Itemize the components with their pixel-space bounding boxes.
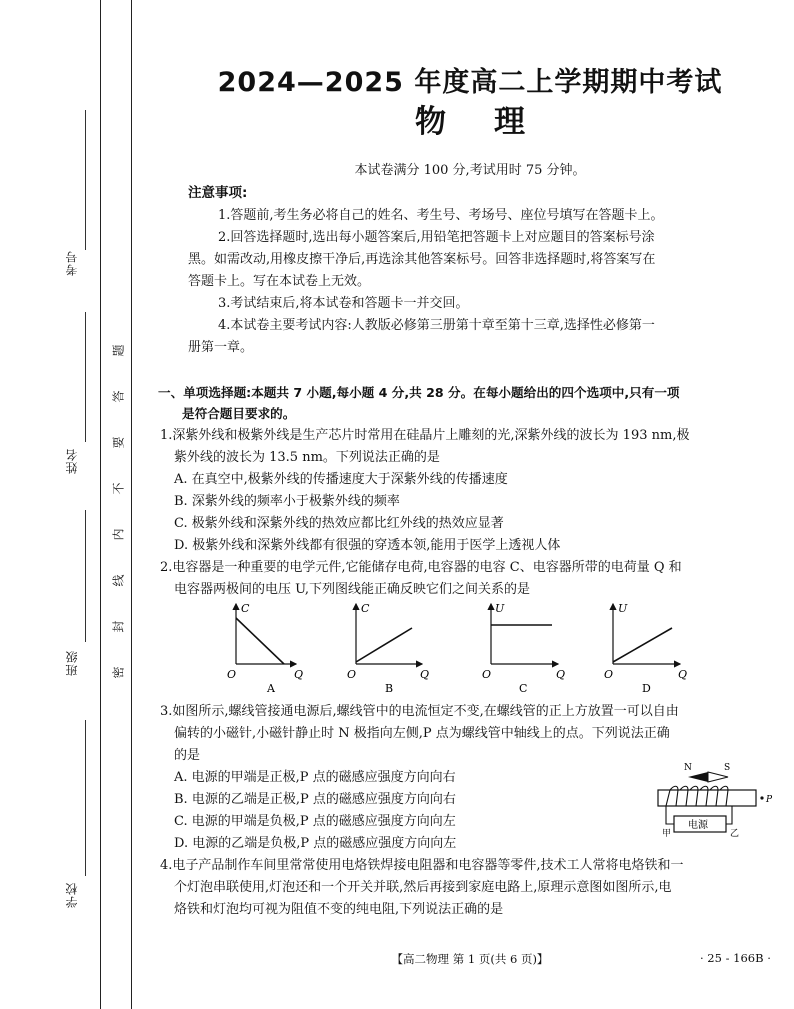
page-footer: 【高二物理 第 1 页(共 6 页)】 bbox=[391, 952, 549, 966]
graph-c-letter: C bbox=[519, 682, 528, 695]
q3-stem: 偏转的小磁针,小磁针静止时 N 极指向左侧,P 点为螺线管中轴线上的点。下列说法正确 bbox=[174, 726, 670, 741]
north-pole-label: N bbox=[684, 763, 692, 773]
seal-char: 封 bbox=[111, 620, 126, 633]
q1-stem: 1.深紫外线和极紫外线是生产芯片时常用在硅晶片上雕刻的光,深紫外线的波长为 193 nm,极 bbox=[160, 428, 690, 443]
graph-a-letter: A bbox=[267, 682, 275, 695]
class-label: 班级 bbox=[65, 650, 79, 676]
seal-char: 线 bbox=[111, 574, 126, 587]
graph-d-x-label: Q bbox=[678, 668, 688, 681]
q3-stem: 3.如图所示,螺线管接通电源后,螺线管中的电流恒定不变,在螺线管的正上方放置一可以自由 bbox=[160, 704, 679, 719]
seal-char: 题 bbox=[111, 344, 126, 357]
exam-number-blank[interactable] bbox=[85, 110, 86, 250]
graph-b-y-label: C bbox=[361, 602, 370, 615]
graph-d-letter: D bbox=[642, 682, 651, 695]
q3-option-c[interactable]: C. 电源的甲端是负极,P 点的磁感应强度方向向左 bbox=[174, 814, 456, 829]
q1-option-d[interactable]: D. 极紫外线和深紫外线都有很强的穿透本领,能用于医学上透视人体 bbox=[174, 538, 561, 553]
q3-stem: 的是 bbox=[174, 748, 201, 763]
section-heading: 是符合题目要求的。 bbox=[182, 406, 296, 421]
q3-solenoid-figure bbox=[640, 760, 780, 842]
q2-stem: 2.电容器是一种重要的电学元件,它能储存电荷,电容器的电容 C、电容器所带的电荷量 Q 和 bbox=[160, 560, 682, 575]
graph-d[interactable] bbox=[604, 602, 687, 695]
seal-char: 要 bbox=[111, 436, 126, 449]
notice-line: 3.考试结束后,将本试卷和答题卡一并交回。 bbox=[218, 296, 469, 311]
q3-option-b[interactable]: B. 电源的乙端是正极,P 点的磁感应强度方向向右 bbox=[174, 792, 456, 807]
south-pole-label: S bbox=[724, 763, 731, 773]
terminal-jia-label: 甲 bbox=[662, 829, 672, 839]
graph-a-origin: O bbox=[227, 668, 237, 681]
class-blank[interactable] bbox=[85, 510, 86, 642]
section-heading: 一、单项选择题:本题共 7 小题,每小题 4 分,共 28 分。在每小题给出的四个选项中,只有一项 bbox=[158, 385, 680, 400]
q1-option-c[interactable]: C. 极紫外线和深紫外线的热效应都比红外线的热效应显著 bbox=[174, 516, 504, 531]
graph-d-y-label: U bbox=[618, 602, 628, 615]
graph-c-y-label: U bbox=[495, 602, 505, 615]
notice-line: 册第一章。 bbox=[188, 340, 254, 355]
notice-line: 4.本试卷主要考试内容:人教版必修第三册第十章至第十三章,选择性必修第一 bbox=[218, 318, 655, 333]
school-label: 学校 bbox=[65, 882, 79, 908]
subject-char: 物 bbox=[415, 104, 446, 140]
notice-line: 2.回答选择题时,选出每小题答案后,用铅笔把答题卡上对应题目的答案标号涂 bbox=[218, 230, 655, 245]
exam-title: 2024—2025 年度高二上学期期中考试 bbox=[217, 67, 723, 98]
subject-char: 理 bbox=[494, 104, 525, 140]
q3-option-d[interactable]: D. 电源的乙端是负极,P 点的磁感应强度方向向左 bbox=[174, 836, 457, 851]
notice-line: 黑。如需改动,用橡皮擦干净后,再选涂其他答案标号。回答非选择题时,将答案写在 bbox=[188, 252, 656, 267]
name-blank[interactable] bbox=[85, 312, 86, 442]
margin-line-inner bbox=[131, 0, 132, 1009]
terminal-yi-label: 乙 bbox=[730, 829, 740, 839]
q4-stem: 烙铁和灯泡均可视为阻值不变的纯电阻,下列说法正确的是 bbox=[174, 902, 504, 917]
notice-heading: 注意事项: bbox=[188, 185, 248, 201]
q1-stem: 紫外线的波长为 13.5 nm。下列说法正确的是 bbox=[174, 450, 440, 465]
compass-needle bbox=[684, 763, 730, 782]
graph-b-x-label: Q bbox=[420, 668, 430, 681]
margin-line-outer bbox=[100, 0, 101, 1009]
graph-d-origin: O bbox=[604, 668, 614, 681]
q1-option-a[interactable]: A. 在真空中,极紫外线的传播速度大于深紫外线的传播速度 bbox=[174, 472, 508, 487]
notice-line: 1.答题前,考生务必将自己的姓名、考生号、考场号、座位号填写在答题卡上。 bbox=[218, 208, 664, 223]
point-p-label: P bbox=[766, 795, 773, 805]
name-label: 姓名 bbox=[65, 448, 79, 474]
seal-char: 密 bbox=[111, 666, 126, 679]
subject-title bbox=[150, 96, 790, 141]
seal-char: 答 bbox=[111, 390, 126, 403]
seal-char: 内 bbox=[111, 528, 126, 541]
graph-c[interactable] bbox=[482, 602, 565, 695]
q2-graphs bbox=[150, 598, 790, 698]
exam-code: · 25 - 166B · bbox=[700, 951, 771, 965]
power-source-label: 电源 bbox=[688, 820, 708, 831]
graph-a-x-label: Q bbox=[294, 668, 304, 681]
graph-b[interactable] bbox=[347, 602, 429, 695]
q1-option-b[interactable]: B. 深紫外线的频率小于极紫外线的频率 bbox=[174, 494, 400, 509]
graph-c-x-label: Q bbox=[556, 668, 566, 681]
graph-c-origin: O bbox=[482, 668, 492, 681]
q2-stem: 电容器两极间的电压 U,下列图线能正确反映它们之间关系的是 bbox=[174, 582, 531, 597]
graph-b-origin: O bbox=[347, 668, 357, 681]
q3-option-a[interactable]: A. 电源的甲端是正极,P 点的磁感应强度方向向右 bbox=[174, 770, 456, 785]
q4-stem: 4.电子产品制作车间里常常使用电烙铁焊接电阻器和电容器等零件,技术工人常将电烙铁和一 bbox=[160, 858, 684, 873]
graph-a-y-label: C bbox=[241, 602, 250, 615]
seal-char: 不 bbox=[111, 482, 126, 495]
exam-number-label: 考号 bbox=[65, 250, 79, 276]
school-blank[interactable] bbox=[85, 720, 86, 876]
graph-a[interactable] bbox=[227, 602, 303, 695]
exam-info: 本试卷满分 100 分,考试用时 75 分钟。 bbox=[354, 163, 586, 178]
q4-stem: 个灯泡串联使用,灯泡还和一个开关并联,然后再接到家庭电路上,原理示意图如图所示,电 bbox=[174, 880, 672, 895]
graph-b-letter: B bbox=[385, 682, 394, 695]
point-p bbox=[760, 796, 763, 799]
notice-line: 答题卡上。写在本试卷上无效。 bbox=[188, 274, 371, 289]
